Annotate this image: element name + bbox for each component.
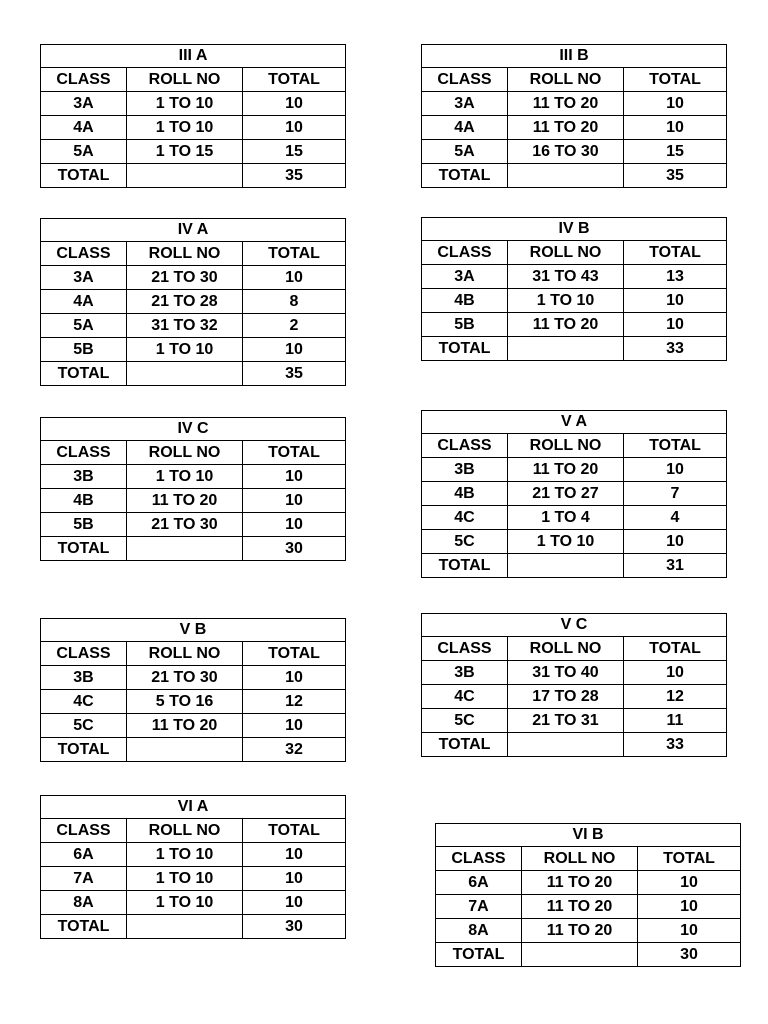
- room-table-iv-b: [421, 217, 727, 361]
- roll-no-cell: 1 TO 15: [127, 140, 243, 164]
- column-header-total: TOTAL: [638, 847, 741, 871]
- total-label: TOTAL: [41, 164, 127, 188]
- empty-cell: [127, 164, 243, 188]
- class-cell: 4B: [422, 482, 508, 506]
- column-header-total: TOTAL: [243, 68, 346, 92]
- table-row: [41, 666, 346, 690]
- column-header-class: CLASS: [422, 241, 508, 265]
- total-row: [41, 362, 346, 386]
- roll-no-cell: 31 TO 43: [508, 265, 624, 289]
- class-cell: 5A: [41, 140, 127, 164]
- total-cell: 10: [243, 513, 346, 537]
- roll-no-cell: 21 TO 30: [127, 266, 243, 290]
- column-header-class: CLASS: [422, 434, 508, 458]
- total-cell: 10: [243, 843, 346, 867]
- class-cell: 3A: [422, 92, 508, 116]
- class-cell: 3B: [422, 661, 508, 685]
- empty-cell: [508, 554, 624, 578]
- table-row: [422, 709, 727, 733]
- total-value: 30: [243, 537, 346, 561]
- table-row: [422, 685, 727, 709]
- table-row: [41, 465, 346, 489]
- roll-no-cell: 21 TO 31: [508, 709, 624, 733]
- roll-no-cell: 11 TO 20: [127, 714, 243, 738]
- table-row: [41, 140, 346, 164]
- table-row: [41, 714, 346, 738]
- table-row: [422, 140, 727, 164]
- table-row: [41, 489, 346, 513]
- roll-no-cell: 11 TO 20: [522, 871, 638, 895]
- roll-no-cell: 1 TO 10: [508, 530, 624, 554]
- table-row: [422, 313, 727, 337]
- class-cell: 5A: [41, 314, 127, 338]
- class-cell: 3B: [41, 666, 127, 690]
- total-value: 30: [243, 915, 346, 939]
- column-header-class: CLASS: [41, 441, 127, 465]
- total-label: TOTAL: [41, 738, 127, 762]
- column-header-roll-no: ROLL NO: [127, 68, 243, 92]
- table-row: [422, 289, 727, 313]
- total-cell: 13: [624, 265, 727, 289]
- roll-no-cell: 1 TO 10: [127, 338, 243, 362]
- room-title: IV C: [41, 418, 346, 441]
- column-header-total: TOTAL: [624, 241, 727, 265]
- roll-no-cell: 11 TO 20: [127, 489, 243, 513]
- total-cell: 10: [638, 871, 741, 895]
- class-cell: 5C: [41, 714, 127, 738]
- room-title: III A: [41, 45, 346, 68]
- empty-cell: [508, 337, 624, 361]
- column-header-total: TOTAL: [624, 68, 727, 92]
- total-cell: 10: [624, 289, 727, 313]
- total-value: 31: [624, 554, 727, 578]
- total-cell: 10: [638, 895, 741, 919]
- column-header-class: CLASS: [41, 819, 127, 843]
- room-title: IV A: [41, 219, 346, 242]
- column-header-total: TOTAL: [243, 642, 346, 666]
- total-value: 35: [624, 164, 727, 188]
- room-title: V C: [422, 614, 727, 637]
- total-cell: 10: [624, 116, 727, 140]
- class-cell: 8A: [41, 891, 127, 915]
- total-cell: 10: [638, 919, 741, 943]
- column-header-roll-no: ROLL NO: [508, 434, 624, 458]
- empty-cell: [508, 164, 624, 188]
- total-value: 35: [243, 164, 346, 188]
- room-table-v-c: [421, 613, 727, 757]
- roll-no-cell: 21 TO 30: [127, 513, 243, 537]
- column-header-roll-no: ROLL NO: [127, 242, 243, 266]
- total-cell: 8: [243, 290, 346, 314]
- class-cell: 7A: [41, 867, 127, 891]
- table-row: [436, 895, 741, 919]
- column-header-roll-no: ROLL NO: [508, 68, 624, 92]
- total-cell: 10: [243, 666, 346, 690]
- column-header-roll-no: ROLL NO: [508, 241, 624, 265]
- room-table-v-a: [421, 410, 727, 578]
- total-row: [41, 738, 346, 762]
- room-table-vi-a: [40, 795, 346, 939]
- room-title: V B: [41, 619, 346, 642]
- class-cell: 6A: [436, 871, 522, 895]
- column-header-roll-no: ROLL NO: [127, 642, 243, 666]
- column-header-class: CLASS: [422, 637, 508, 661]
- class-cell: 4A: [41, 116, 127, 140]
- empty-cell: [127, 362, 243, 386]
- column-header-roll-no: ROLL NO: [127, 819, 243, 843]
- class-cell: 3A: [422, 265, 508, 289]
- class-cell: 7A: [436, 895, 522, 919]
- table-row: [41, 314, 346, 338]
- total-label: TOTAL: [422, 337, 508, 361]
- table-row: [41, 92, 346, 116]
- room-table-iii-b: [421, 44, 727, 188]
- class-cell: 8A: [436, 919, 522, 943]
- table-row: [422, 661, 727, 685]
- roll-no-cell: 1 TO 10: [508, 289, 624, 313]
- table-row: [41, 513, 346, 537]
- total-cell: 10: [243, 465, 346, 489]
- class-cell: 3B: [41, 465, 127, 489]
- total-cell: 10: [243, 489, 346, 513]
- total-cell: 10: [243, 92, 346, 116]
- room-title: IV B: [422, 218, 727, 241]
- room-title: VI B: [436, 824, 741, 847]
- room-table-v-b: [40, 618, 346, 762]
- class-cell: 4A: [41, 290, 127, 314]
- total-row: [422, 164, 727, 188]
- room-title: V A: [422, 411, 727, 434]
- total-cell: 10: [243, 116, 346, 140]
- roll-no-cell: 11 TO 20: [522, 919, 638, 943]
- room-table-iii-a: [40, 44, 346, 188]
- column-header-total: TOTAL: [243, 819, 346, 843]
- class-cell: 3A: [41, 266, 127, 290]
- table-row: [41, 843, 346, 867]
- total-cell: 10: [624, 92, 727, 116]
- roll-no-cell: 11 TO 20: [522, 895, 638, 919]
- column-header-total: TOTAL: [243, 242, 346, 266]
- room-title: III B: [422, 45, 727, 68]
- roll-no-cell: 21 TO 27: [508, 482, 624, 506]
- total-cell: 15: [243, 140, 346, 164]
- class-cell: 5A: [422, 140, 508, 164]
- roll-no-cell: 5 TO 16: [127, 690, 243, 714]
- total-label: TOTAL: [41, 537, 127, 561]
- class-cell: 4A: [422, 116, 508, 140]
- class-cell: 6A: [41, 843, 127, 867]
- class-cell: 4C: [41, 690, 127, 714]
- total-value: 35: [243, 362, 346, 386]
- total-row: [41, 915, 346, 939]
- table-row: [436, 919, 741, 943]
- roll-no-cell: 17 TO 28: [508, 685, 624, 709]
- column-header-total: TOTAL: [243, 441, 346, 465]
- column-header-class: CLASS: [41, 68, 127, 92]
- total-value: 30: [638, 943, 741, 967]
- total-cell: 11: [624, 709, 727, 733]
- roll-no-cell: 21 TO 28: [127, 290, 243, 314]
- table-row: [41, 690, 346, 714]
- total-cell: 15: [624, 140, 727, 164]
- table-row: [41, 867, 346, 891]
- column-header-total: TOTAL: [624, 637, 727, 661]
- class-cell: 4B: [422, 289, 508, 313]
- class-cell: 5C: [422, 709, 508, 733]
- table-row: [422, 506, 727, 530]
- total-value: 33: [624, 733, 727, 757]
- roll-no-cell: 31 TO 32: [127, 314, 243, 338]
- table-row: [41, 116, 346, 140]
- roll-no-cell: 1 TO 10: [127, 891, 243, 915]
- total-value: 32: [243, 738, 346, 762]
- total-cell: 10: [624, 313, 727, 337]
- room-table-iv-c: [40, 417, 346, 561]
- room-table-vi-b: [435, 823, 741, 967]
- roll-no-cell: 1 TO 10: [127, 465, 243, 489]
- table-row: [422, 116, 727, 140]
- table-row: [422, 530, 727, 554]
- total-cell: 7: [624, 482, 727, 506]
- total-cell: 10: [243, 266, 346, 290]
- table-row: [422, 482, 727, 506]
- room-title: VI A: [41, 796, 346, 819]
- class-cell: 5B: [41, 338, 127, 362]
- empty-cell: [508, 733, 624, 757]
- total-row: [422, 337, 727, 361]
- class-cell: 5C: [422, 530, 508, 554]
- column-header-total: TOTAL: [624, 434, 727, 458]
- roll-no-cell: 1 TO 10: [127, 843, 243, 867]
- total-row: [422, 554, 727, 578]
- empty-cell: [127, 738, 243, 762]
- room-table-iv-a: [40, 218, 346, 386]
- class-cell: 3A: [41, 92, 127, 116]
- total-label: TOTAL: [436, 943, 522, 967]
- total-label: TOTAL: [41, 362, 127, 386]
- table-row: [422, 265, 727, 289]
- table-row: [436, 871, 741, 895]
- total-cell: 12: [624, 685, 727, 709]
- table-row: [422, 92, 727, 116]
- table-row: [41, 338, 346, 362]
- table-row: [41, 290, 346, 314]
- total-cell: 10: [243, 338, 346, 362]
- column-header-roll-no: ROLL NO: [127, 441, 243, 465]
- class-cell: 4B: [41, 489, 127, 513]
- roll-no-cell: 11 TO 20: [508, 92, 624, 116]
- total-row: [41, 164, 346, 188]
- roll-no-cell: 1 TO 10: [127, 116, 243, 140]
- roll-no-cell: 21 TO 30: [127, 666, 243, 690]
- total-cell: 10: [624, 530, 727, 554]
- total-label: TOTAL: [422, 164, 508, 188]
- column-header-class: CLASS: [436, 847, 522, 871]
- roll-no-cell: 16 TO 30: [508, 140, 624, 164]
- total-cell: 10: [243, 891, 346, 915]
- total-row: [41, 537, 346, 561]
- empty-cell: [127, 915, 243, 939]
- total-cell: 10: [243, 714, 346, 738]
- class-cell: 3B: [422, 458, 508, 482]
- table-row: [41, 891, 346, 915]
- total-cell: 2: [243, 314, 346, 338]
- total-cell: 10: [624, 458, 727, 482]
- empty-cell: [127, 537, 243, 561]
- class-cell: 5B: [422, 313, 508, 337]
- total-cell: 10: [624, 661, 727, 685]
- roll-no-cell: 11 TO 20: [508, 458, 624, 482]
- column-header-class: CLASS: [41, 642, 127, 666]
- roll-no-cell: 11 TO 20: [508, 116, 624, 140]
- total-cell: 10: [243, 867, 346, 891]
- column-header-roll-no: ROLL NO: [508, 637, 624, 661]
- column-header-class: CLASS: [41, 242, 127, 266]
- roll-no-cell: 31 TO 40: [508, 661, 624, 685]
- roll-no-cell: 1 TO 4: [508, 506, 624, 530]
- total-value: 33: [624, 337, 727, 361]
- total-label: TOTAL: [422, 554, 508, 578]
- total-row: [422, 733, 727, 757]
- class-cell: 4C: [422, 685, 508, 709]
- total-label: TOTAL: [422, 733, 508, 757]
- empty-cell: [522, 943, 638, 967]
- class-cell: 4C: [422, 506, 508, 530]
- class-cell: 5B: [41, 513, 127, 537]
- total-label: TOTAL: [41, 915, 127, 939]
- total-cell: 12: [243, 690, 346, 714]
- roll-no-cell: 11 TO 20: [508, 313, 624, 337]
- table-row: [422, 458, 727, 482]
- column-header-roll-no: ROLL NO: [522, 847, 638, 871]
- table-row: [41, 266, 346, 290]
- roll-no-cell: 1 TO 10: [127, 92, 243, 116]
- roll-no-cell: 1 TO 10: [127, 867, 243, 891]
- total-row: [436, 943, 741, 967]
- column-header-class: CLASS: [422, 68, 508, 92]
- total-cell: 4: [624, 506, 727, 530]
